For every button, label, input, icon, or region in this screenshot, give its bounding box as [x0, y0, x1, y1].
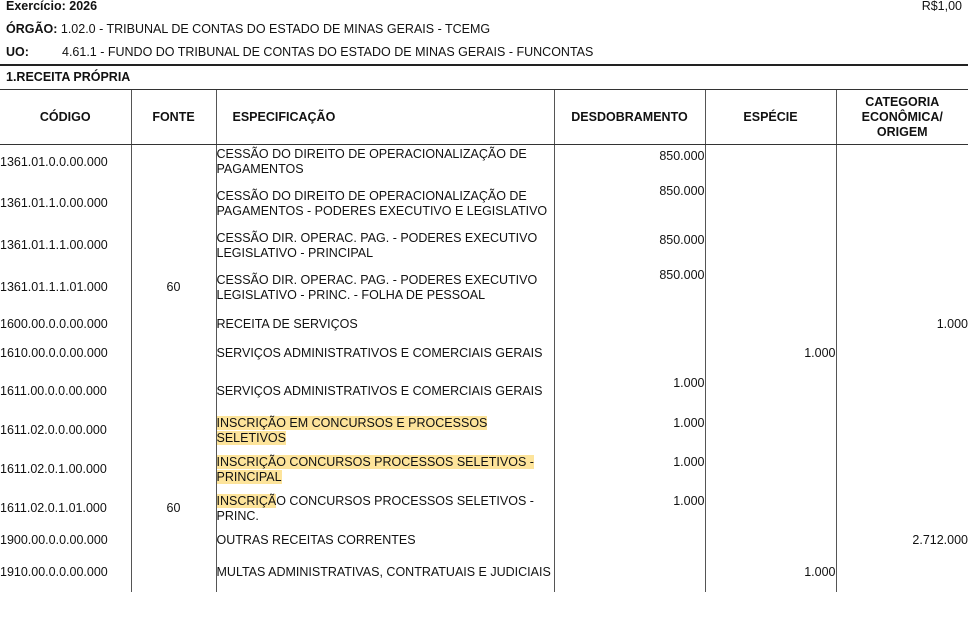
cell-especie [705, 529, 836, 554]
table-row [0, 180, 968, 229]
cell-categoria [836, 554, 968, 592]
column-header-especificacao: ESPECIFICAÇÃO [216, 90, 554, 145]
text-highlight: INSCRIÇÃ [216, 493, 277, 508]
uo-value: 4.61.1 - FUNDO DO TRIBUNAL DE CONTAS DO ESTADO DE MINAS GERAIS - FUNCONTAS [62, 45, 594, 59]
cell-codigo: 1611.00.0.0.00.000 [0, 383, 107, 398]
currency-unit: R$1,00 [921, 0, 962, 13]
cell-desdobramento: 1.000 [554, 490, 705, 529]
exercicio-value: 2026 [69, 0, 98, 13]
cell-especie [705, 264, 836, 313]
uo-line [6, 45, 29, 59]
cell-fonte [131, 412, 216, 451]
cell-especificacao: RECEITA DE SERVIÇOS [216, 313, 554, 337]
column-header-especie: ESPÉCIE [705, 90, 836, 145]
cell-especificacao: INSCRIÇÃO CONCURSOS PROCESSOS SELETIVOS - PRINC. [216, 490, 554, 529]
cell-codigo: 1610.00.0.0.00.000 [0, 346, 108, 361]
cell-desdobramento [554, 554, 705, 592]
cell-especificacao: SERVIÇOS ADMINISTRATIVOS E COMERCIAIS GERAIS [216, 372, 554, 412]
table-row [0, 145, 968, 180]
cell-categoria [836, 229, 968, 264]
cell-categoria [836, 180, 968, 229]
cell-especificacao: SERVIÇOS ADMINISTRATIVOS E COMERCIAIS GERAIS [216, 337, 554, 372]
cell-especificacao: CESSÃO DIR. OPERAC. PAG. - PODERES EXECUTIVO LEGISLATIVO - PRINCIPAL [216, 229, 554, 264]
cell-desdobramento: 1.000 [554, 451, 705, 490]
cell-especie [705, 313, 836, 337]
cell-fonte: 60 [131, 490, 216, 529]
column-header-fonte: FONTE [131, 90, 216, 145]
cell-especificacao [216, 412, 554, 451]
cell-especie [705, 229, 836, 264]
cell-fonte [131, 180, 216, 229]
cell-especie: 1.000 [705, 337, 836, 372]
cell-especie [705, 372, 836, 412]
cell-categoria [836, 412, 968, 451]
cell-codigo: 1361.01.1.1.00.000 [0, 238, 108, 253]
cell-desdobramento: 1.000 [554, 372, 705, 412]
cell-especificacao: OUTRAS RECEITAS CORRENTES [216, 529, 554, 554]
cell-desdobramento [554, 313, 705, 337]
cell-categoria [836, 145, 968, 180]
cell-desdobramento: 850.000 [554, 229, 705, 264]
cell-fonte [131, 554, 216, 592]
cell-codigo: 1900.00.0.0.00.000 [0, 533, 108, 548]
orgao-line [6, 22, 490, 36]
text-highlight: INSCRIÇÃO CONCURSOS PROCESSOS SELETIVOS - PRINCIPAL [216, 454, 534, 484]
orgao-value: 1.02.0 - TRIBUNAL DE CONTAS DO ESTADO DE MINAS GERAIS - TCEMG [60, 22, 491, 36]
cell-fonte [131, 529, 216, 554]
table-header-row [0, 90, 968, 145]
cell-codigo: 1361.01.1.0.00.000 [0, 196, 108, 211]
cell-fonte [131, 337, 216, 372]
cell-codigo: 1361.01.1.1.01.000 [0, 280, 108, 295]
table-row [0, 372, 968, 412]
cell-especificacao: CESSÃO DO DIREITO DE OPERACIONALIZAÇÃO DE PAGAMENTOS [216, 145, 554, 180]
cell-categoria [836, 451, 968, 490]
exercicio-line [6, 0, 97, 13]
section-title: 1.RECEITA PRÓPRIA [6, 70, 131, 84]
cell-codigo: 1611.02.0.0.00.000 [0, 423, 107, 438]
orgao-label: ÓRGÃO: [6, 22, 58, 36]
column-header-codigo: CÓDIGO [0, 90, 131, 145]
cell-codigo: 1611.02.0.1.00.000 [0, 462, 107, 477]
column-header-desdobramento: DESDOBRAMENTO [554, 90, 705, 145]
cell-fonte: 60 [131, 264, 216, 313]
cell-fonte [131, 372, 216, 412]
cell-codigo: 1361.01.0.0.00.000 [0, 154, 108, 169]
table-row [0, 451, 968, 490]
table-row [0, 264, 968, 313]
cell-categoria: 2.712.000 [836, 529, 968, 554]
table-row [0, 529, 968, 554]
cell-categoria [836, 372, 968, 412]
cell-codigo: 1600.00.0.0.00.000 [0, 316, 108, 331]
cell-especificacao: CESSÃO DIR. OPERAC. PAG. - PODERES EXECUTIVO LEGISLATIVO - PRINC. - FOLHA DE PESSOAL [216, 264, 554, 313]
cell-codigo: 1910.00.0.0.00.000 [0, 564, 108, 579]
cell-especie: 1.000 [705, 554, 836, 592]
cell-categoria [836, 490, 968, 529]
cell-desdobramento: 1.000 [554, 412, 705, 451]
cell-categoria [836, 337, 968, 372]
header-divider [0, 64, 968, 66]
exercicio-label: Exercício: [6, 0, 66, 13]
cell-especie [705, 412, 836, 451]
cell-fonte [131, 313, 216, 337]
cell-especie [705, 451, 836, 490]
cell-desdobramento [554, 337, 705, 372]
text-highlight: INSCRIÇÃO EM CONCURSOS E PROCESSOS SELETIVOS [216, 415, 488, 445]
cell-desdobramento: 850.000 [554, 180, 705, 229]
cell-fonte [131, 145, 216, 180]
uo-label: UO: [6, 45, 29, 59]
table-row [0, 313, 968, 337]
table-row [0, 337, 968, 372]
cell-categoria [836, 264, 968, 313]
cell-categoria: 1.000 [836, 313, 968, 337]
table-row [0, 490, 968, 529]
revenue-table [0, 89, 968, 592]
cell-codigo: 1611.02.0.1.01.000 [0, 501, 107, 516]
table-body [0, 145, 968, 592]
cell-especificacao [216, 451, 554, 490]
cell-especie [705, 180, 836, 229]
column-header-categoria: CATEGORIA ECONÔMICA/ ORIGEM [836, 90, 968, 145]
cell-desdobramento: 850.000 [554, 264, 705, 313]
cell-especie [705, 490, 836, 529]
cell-especie [705, 145, 836, 180]
cell-desdobramento: 850.000 [554, 145, 705, 180]
table-row [0, 412, 968, 451]
cell-fonte [131, 451, 216, 490]
table-row [0, 554, 968, 592]
cell-especificacao: MULTAS ADMINISTRATIVAS, CONTRATUAIS E JUDICIAIS [216, 554, 554, 592]
cell-fonte [131, 229, 216, 264]
table-row [0, 229, 968, 264]
cell-desdobramento [554, 529, 705, 554]
cell-especificacao: CESSÃO DO DIREITO DE OPERACIONALIZAÇÃO DE PAGAMENTOS - PODERES EXECUTIVO E LEGISLATIVO [216, 180, 554, 229]
